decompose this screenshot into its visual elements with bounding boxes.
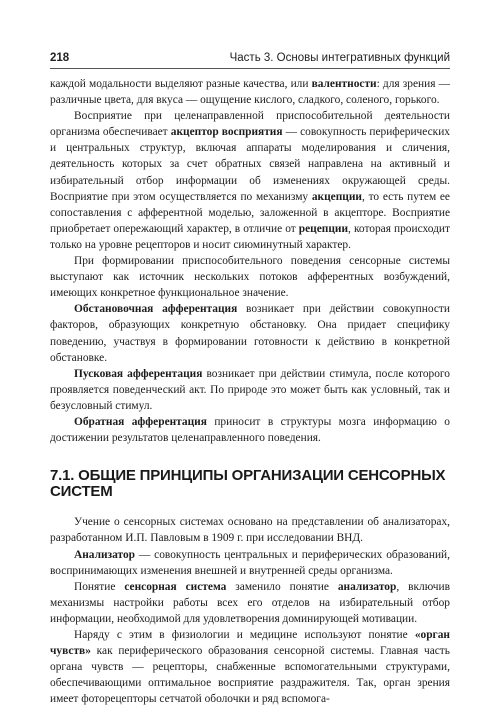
header-rule [50, 68, 450, 69]
text-run: Восприятие при целенаправленной приспособительной деятельности организма обеспечивает [50, 110, 450, 139]
text-run: заменило понятие [226, 580, 338, 593]
text-run: , которая происходит только на уровне рецепторов и носит сиюминутный характер. [50, 222, 451, 251]
text-run: , включив механизмы настройки работы всех его отделов на избирательный отбор информации, необходимой для удовлетворения доминирующей мотивации. [50, 580, 450, 625]
term-situational-afferentation: Обстановочная афферентация [74, 303, 238, 316]
paragraph-sensory-system [50, 579, 450, 627]
running-title: Часть 3. Основы интегративных функций [229, 52, 450, 64]
text-run: : для зрения — различные цвета, для вкуса — ощущение кислого, сладкого, соленого, горького. [50, 78, 450, 107]
term-feedback-afferentation: Обратная афферентация [74, 415, 207, 428]
paragraph-trigger-afferentation [50, 366, 450, 414]
text-run: — совокупность периферических и центральных структур, включая аппараты моделирования и сличения, деятельность которых за счет обратных связей направлена на активный и избирательный отбор информации об изменениях окружающей среды. Восприятие при этом осуществляется по механизму [50, 126, 450, 203]
paragraph-analyzer-definition [50, 547, 450, 579]
term-valence: валентности [311, 78, 377, 90]
text-run: каждой модальности выделяют разные качества, или [50, 78, 312, 90]
text-run: как периферического образования сенсорной системы. Главная часть органа чувств — рецепторы, снабженные вспомогательными структурами, обеспечивающими оптимальное восприятие раздражителя. Так, орган зрения имеет фоторецепторы сетчатой оболочки и ряд вспомога- [50, 645, 450, 706]
paragraph-sense-organ [50, 627, 450, 707]
paragraph-perception-acceptor [50, 108, 450, 253]
text-run: возникает при действии стимула, после которого проявляется поведенческий акт. По природе это может быть как условный, так и безусловный стимул. [50, 367, 450, 412]
term-analyzer: Анализатор [74, 548, 135, 561]
paragraph-afferent-flows [50, 253, 450, 301]
text-run: Понятие [74, 580, 125, 593]
text-run: При формировании приспособительного поведения сенсорные системы выступают как источник нескольких потоков афферентных возбуждений, имеющих конкретное функциональное значение. [50, 255, 450, 300]
text-run: Учение о сенсорных системах основано на представлении об анализаторах, разработанном И.П. Павловым в 1909 г. при исследовании ВНД. [50, 516, 450, 545]
term-sensory-system: сенсорная система [124, 580, 227, 593]
paragraph-analyzers-theory [50, 514, 450, 546]
paragraph-continuation [50, 76, 450, 108]
term-perception-acceptor: акцептор восприятия [170, 126, 283, 139]
text-run: , то есть путем ее сопоставления с афферентной моделью, заложенной в акцепторе. Восприятие приобретает опережающий характер, в отличие от [50, 190, 450, 235]
term-acceptance: акцепции [311, 190, 362, 203]
page-body [50, 76, 450, 707]
text-run: приносит в структуры мозга информацию о достижении результатов целенаправленного поведения. [50, 415, 450, 445]
text-run: возникает при действии совокупности факторов, образующих конкретную обстановку. Она придает специфику поведению, участвуя в формировании готовности к действию в конкретной обстановке. [50, 303, 450, 364]
term-reception: рецепции [298, 222, 349, 235]
running-header [50, 40, 450, 64]
paragraph-feedback-afferentation [50, 414, 450, 446]
term-trigger-afferentation: Пусковая афферентация [74, 367, 203, 380]
text-run: Наряду с этим в физиологии и медицине используют понятие [74, 629, 415, 641]
section-heading: 7.1. ОБЩИЕ ПРИНЦИПЫ ОРГАНИЗАЦИИ СЕНСОРНЫХ СИСТЕМ [50, 467, 446, 501]
text-run: — совокупность центральных и периферических образований, воспринимающих изменения внешней и внутренней среды организма. [50, 548, 450, 577]
term-sense-organ: «орган чувств» [50, 629, 450, 658]
page-number: 218 [50, 52, 70, 64]
term-analyzer-ref: анализатор [337, 580, 397, 593]
paragraph-situational-afferentation [50, 301, 450, 365]
